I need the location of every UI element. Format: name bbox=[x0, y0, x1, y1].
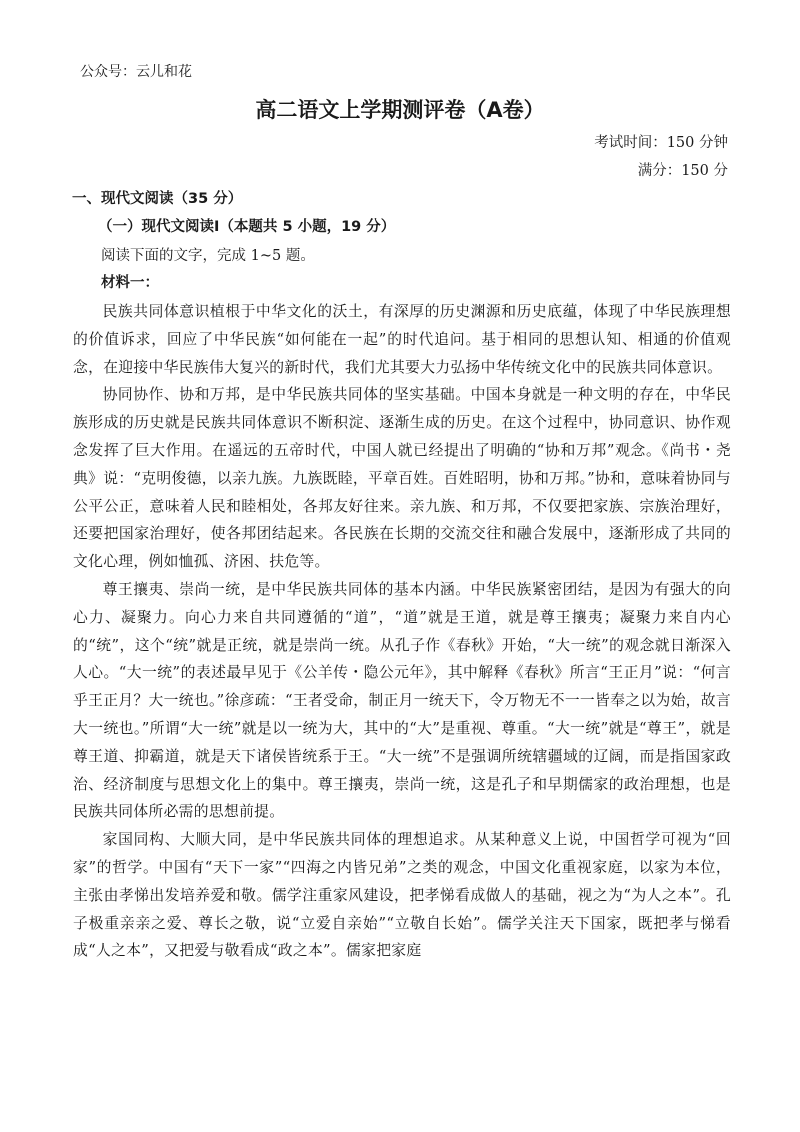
body-paragraph: 家国同构、大顺大同，是中华民族共同体的理想追求。从某种意义上说，中国哲学可视为“回家”的哲学。中国有“天下一家”“四海之内皆兄弟”之类的观念，中国文化重视家庭，以家为本位，主张由孝悌出发培养爱和敬。儒学注重家风建设，把孝悌看成做人的基础，视之为“为人之本”。孔子极重亲亲之爱、尊长之敬，说“立爱自亲始”“立敬自长始”。儒学关注天下国家，既把孝与悌看成“人之本”，又把爱与敬看成“政之本”。儒家把家庭 bbox=[73, 831, 731, 960]
reading-instruction: 阅读下面的文字，完成 1~5 题。 bbox=[101, 248, 315, 264]
wechat-account-label: 公众号：云儿和花 bbox=[80, 64, 192, 80]
exam-full-score: 满分：150 分 bbox=[637, 163, 728, 179]
body-paragraph: 协同协作、协和万邦，是中华民族共同体的坚实基础。中国本身就是一种文明的存在，中华民族形成的历史就是民族共同体意识不断积淀、逐渐生成的历史。在这个过程中，协同意识、协作观念发挥了巨大作用。在遥远的五帝时代，中国人就已经提出了明确的“协和万邦”观念。《尚书・尧典》说：“克明俊德，以亲九族。九族既睦，平章百姓。百姓昭明，协和万邦。”协和，意味着协同与公平公正，意味着人民和睦相处，各邦友好往来。亲九族、和万邦，不仅要把家族、宗族治理好，还要把国家治理好，使各邦团结起来。各民族在长期的交流交往和融合发展中，逐渐形成了共同的文化心理，例如恤孤、济困、扶危等。 bbox=[73, 386, 731, 571]
body-paragraph: 民族共同体意识植根于中华文化的沃土，有深厚的历史渊源和历史底蕴，体现了中华民族理想的价值诉求，回应了中华民族“如何能在一起”的时代追问。基于相同的思想认知、相通的价值观念，在迎接中华民族伟大复兴的新时代，我们尤其要大力弘扬中华传统文化中的民族共同体意识。 bbox=[73, 303, 731, 376]
exam-title: 高二语文上学期测评卷（A卷） bbox=[255, 98, 545, 122]
material-body bbox=[73, 298, 731, 965]
material-label: 材料一： bbox=[101, 275, 159, 291]
section-heading: 一、现代文阅读（35 分） bbox=[72, 191, 243, 207]
body-paragraph: 尊王攘夷、崇尚一统，是中华民族共同体的基本内涵。中华民族紧密团结，是因为有强大的向心力、凝聚力。向心力来自共同遵循的“道”，“道”就是王道，就是尊王攘夷；凝聚力来自内心的“统”，这个“统”就是正统，就是崇尚一统。从孔子作《春秋》开始，“大一统”的观念就日渐深入人心。“大一统”的表述最早见于《公羊传・隐公元年》，其中解释《春秋》所言“王正月”说：“何言乎王正月？大一统也。”徐彦疏：“王者受命，制正月一统天下，令万物无不一一皆奉之以为始，故言大一统也。”所谓“大一统”就是以一统为大，其中的“大”是重视、尊重。“大一统”就是“尊王”，就是尊王道、抑霸道，就是天下诸侯皆统系于王。“大一统”不是强调所统辖疆域的辽阔，而是指国家政治、经济制度与思想文化上的集中。尊王攘夷，崇尚一统，这是孔子和早期儒家的政治理想，也是民族共同体所必需的思想前提。 bbox=[73, 580, 731, 821]
subsection-heading: （一）现代文阅读Ⅰ（本题共 5 小题，19 分） bbox=[98, 219, 396, 235]
exam-time-limit: 考试时间：150 分钟 bbox=[594, 135, 728, 151]
